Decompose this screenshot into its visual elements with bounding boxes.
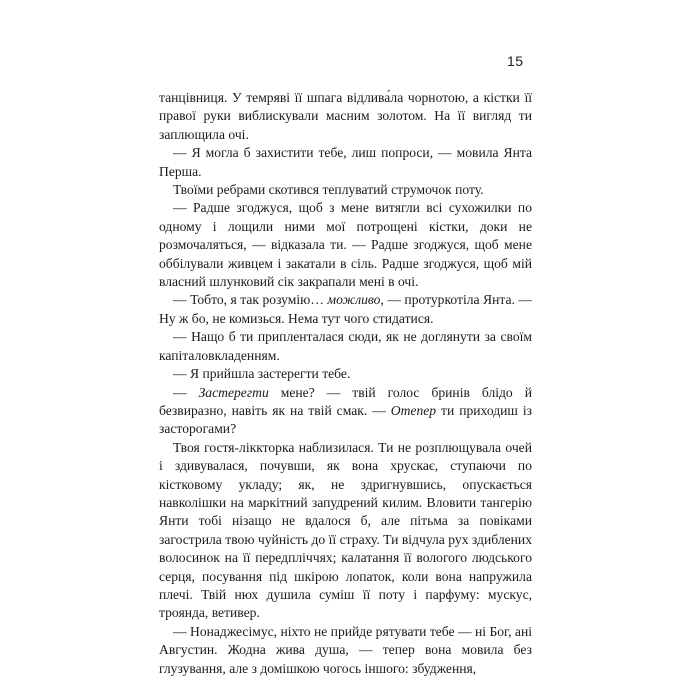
paragraph: — Радше згоджуся, щоб з мене витягли всі сухожилки по одному і лощили ними мої потрощені кістки, доки не розмочаляться, — відказала ти. — Радше згоджуся, щоб мене оббілували живцем і закатали в сіль. Радше згоджуся, щоб мій власний шлунковий сік закрапали мені в очі. bbox=[159, 200, 532, 290]
body-text bbox=[159, 89, 532, 678]
page-number: 15 bbox=[507, 53, 524, 69]
paragraph: — Застерегти мене? — твій голос бринів блідо й безвиразно, навіть як на твій смак. — Отепер ти приходиш із засторогами? bbox=[159, 384, 533, 437]
paragraph: — Нонаджесімус, ніхто не прийде рятувати тебе — ні Бог, ані Августин. Жодна жива душа, — тепер вона мовила без глузування, але з домішкою чогось іншого: збудження, bbox=[159, 623, 532, 676]
paragraph: — Нащо б ти припленталася сюди, як не доглянути за своїм капіталовкладенням. bbox=[159, 329, 532, 363]
paragraph: танцівниця. У темряві її шпага відлива́ла чорнотою, а кістки її правої руки виблискували масним золотом. На її вигляд ти заплющила очі. bbox=[159, 90, 532, 142]
paragraph: Твоя гостя-ліккторка наблизилася. Ти не розплющувала очей і здивувалася, почувши, як вона хрускає, ступаючи по кістковому укладу; як, не здригнувшись, опускається навколішки на маркітний запудрений килим. Вловити тангерію Янти тобі нізащо не вдалося б, але пітьма за повіками загострила твою чуйність до її страху. Ти відчула рух здиблених волосинок на її передпліччях; калатання її вологого людського серця, посування під шкірою лопаток, коли вона напружила плечі. Твій нюх душила суміш її поту і парфуму: мускус, троянда, ветивер. bbox=[159, 439, 532, 621]
paragraph: — Я прийшла застерегти тебе. bbox=[173, 366, 351, 382]
paragraph: Твоїми ребрами скотився теплуватий струмочок поту. bbox=[173, 182, 484, 198]
paragraph: — Я могла б захистити тебе, лиш попроси, — мовила Янта Перша. bbox=[159, 145, 532, 179]
paragraph: — Тобто, я так розумію… можливо, — протуркотіла Янта. — Ну ж бо, не комизься. Нема тут чого стидатися. bbox=[159, 292, 532, 326]
